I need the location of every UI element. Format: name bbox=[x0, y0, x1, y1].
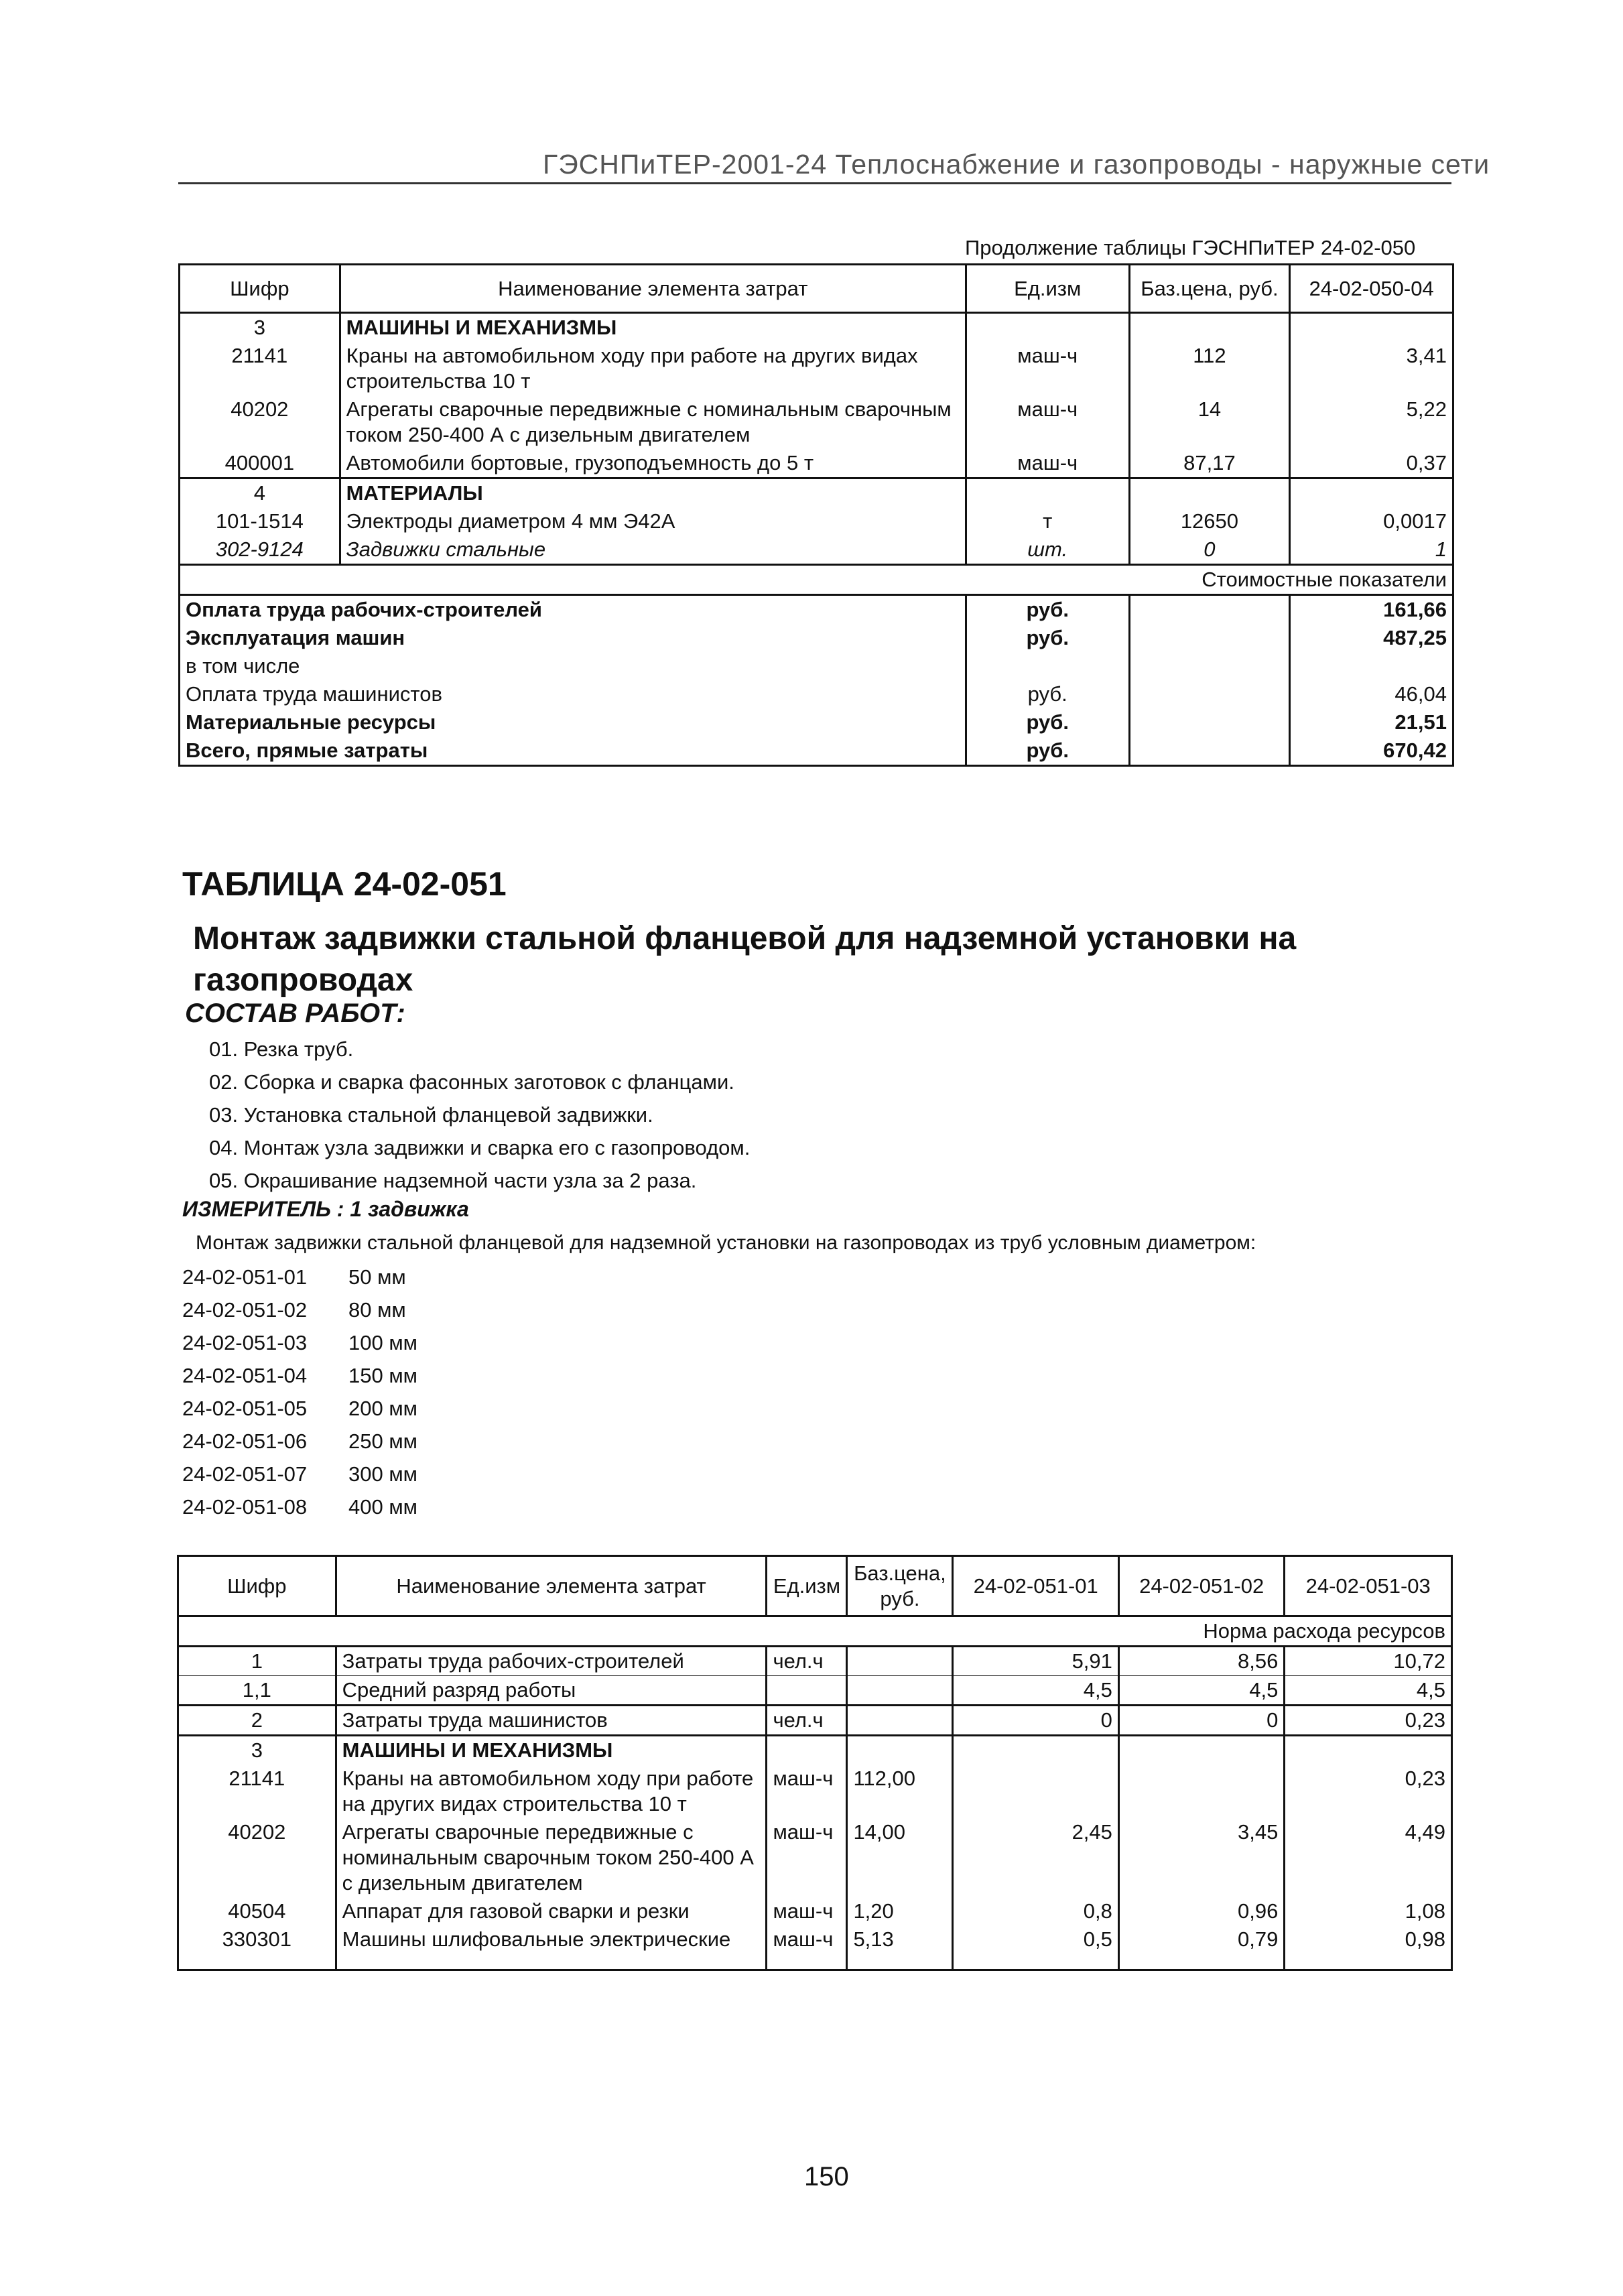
work-composition-label: СОСТАВ РАБОТ: bbox=[185, 999, 405, 1028]
row-value: 5,91 bbox=[953, 1647, 1118, 1676]
row-code: 400001 bbox=[180, 449, 340, 479]
table-row bbox=[180, 449, 1453, 479]
row-price: 112,00 bbox=[847, 1765, 953, 1818]
variant-diameter: 400 мм bbox=[348, 1495, 417, 1519]
row-name: Агрегаты сварочные передвижные с номинальным сварочным током 250-400 А с дизельным двигателем bbox=[340, 395, 966, 449]
column-header: Шифр bbox=[180, 265, 340, 313]
row-code: 40504 bbox=[178, 1897, 336, 1925]
row-price: 87,17 bbox=[1129, 449, 1290, 479]
row-code: 1,1 bbox=[178, 1676, 336, 1706]
table-row bbox=[178, 1706, 1452, 1736]
cost-value: 487,25 bbox=[1383, 626, 1447, 649]
column-header: 24-02-051-01 bbox=[953, 1556, 1118, 1616]
cost-unit: руб. bbox=[966, 708, 1129, 737]
table-row bbox=[180, 535, 1453, 565]
row-value: 2,45 bbox=[953, 1818, 1118, 1897]
norm-caption-row bbox=[178, 1616, 1452, 1647]
variant-diameter: 300 мм bbox=[348, 1462, 417, 1486]
row-code: 21141 bbox=[180, 342, 340, 395]
cost-caption: Стоимостные показатели bbox=[180, 565, 1453, 595]
variant-code: 24-02-051-03 bbox=[182, 1331, 308, 1354]
row-price: 0 bbox=[1129, 535, 1290, 565]
row-name: Автомобили бортовые, грузоподъемность до 5 т bbox=[340, 449, 966, 479]
row-value: 0,23 bbox=[1405, 1767, 1445, 1790]
cost-name: Оплата труда рабочих-строителей bbox=[180, 595, 966, 625]
table-row bbox=[180, 507, 1453, 535]
table-row bbox=[178, 1818, 1452, 1897]
table-continuation-caption: Продолжение таблицы ГЭСНПиТЕР 24-02-050 bbox=[965, 236, 1416, 259]
row-unit: маш-ч bbox=[767, 1818, 847, 1897]
row-name: Средний разряд работы bbox=[336, 1676, 767, 1706]
table-row bbox=[180, 395, 1453, 449]
work-item: 03. Установка стальной фланцевой задвижки. bbox=[209, 1103, 653, 1127]
column-header: Баз.цена, руб. bbox=[1129, 265, 1290, 313]
cost-unit: руб. bbox=[966, 737, 1129, 766]
row-code: 330301 bbox=[178, 1925, 336, 1970]
variant-code: 24-02-051-06 bbox=[182, 1429, 308, 1453]
row-name: Задвижки стальные bbox=[340, 535, 966, 565]
column-header: Баз.цена, руб. bbox=[847, 1556, 953, 1616]
variant-code: 24-02-051-08 bbox=[182, 1495, 308, 1519]
row-name: Затраты труда рабочих-строителей bbox=[336, 1647, 767, 1676]
row-value: 1,08 bbox=[1405, 1899, 1445, 1923]
variant-code: 24-02-051-05 bbox=[182, 1397, 308, 1420]
section-row bbox=[178, 1736, 1452, 1765]
row-value: 5,22 bbox=[1406, 397, 1447, 421]
resource-table-24-02-051 bbox=[177, 1555, 1453, 1971]
table-row bbox=[178, 1765, 1452, 1818]
row-unit: чел.ч bbox=[767, 1706, 847, 1736]
measure-unit-label: ИЗМЕРИТЕЛЬ : 1 задвижка bbox=[182, 1197, 469, 1221]
row-price: 14 bbox=[1129, 395, 1290, 449]
work-item: 01. Резка труб. bbox=[209, 1037, 354, 1061]
table-title: ТАБЛИЦА 24-02-051 bbox=[182, 865, 507, 903]
cost-name: в том числе bbox=[180, 652, 966, 680]
section-heading: Монтаж задвижки стальной фланцевой для надземной установки на газопроводах bbox=[193, 921, 1297, 998]
row-value: 10,72 bbox=[1285, 1647, 1452, 1676]
column-header: Шифр bbox=[178, 1556, 336, 1616]
row-code: 1 bbox=[178, 1647, 336, 1676]
column-header: Ед.изм bbox=[767, 1556, 847, 1616]
variant-diameter: 50 мм bbox=[348, 1265, 406, 1289]
variant-code: 24-02-051-01 bbox=[182, 1265, 308, 1289]
row-price: 1,20 bbox=[847, 1897, 953, 1925]
cost-value: 46,04 bbox=[1394, 682, 1447, 706]
cost-name: Материальные ресурсы bbox=[180, 708, 966, 737]
norm-caption: Норма расхода ресурсов bbox=[178, 1616, 1452, 1647]
cost-unit: руб. bbox=[966, 595, 1129, 625]
work-item: 04. Монтаж узла задвижки и сварка его с газопроводом. bbox=[209, 1136, 751, 1159]
page-number: 150 bbox=[804, 2162, 849, 2191]
row-unit: маш-ч bbox=[767, 1925, 847, 1970]
row-price: 14,00 bbox=[847, 1818, 953, 1897]
table-row bbox=[178, 1925, 1452, 1970]
row-code: 40202 bbox=[180, 395, 340, 449]
cost-row bbox=[180, 595, 1453, 625]
row-code: 21141 bbox=[178, 1765, 336, 1818]
section-title: МАТЕРИАЛЫ bbox=[340, 479, 966, 508]
row-code: 101-1514 bbox=[180, 507, 340, 535]
table-row bbox=[178, 1897, 1452, 1925]
row-value: 0,5 bbox=[953, 1925, 1118, 1970]
row-price: 12650 bbox=[1129, 507, 1290, 535]
cost-caption-row bbox=[180, 565, 1453, 595]
row-unit: маш-ч bbox=[966, 395, 1129, 449]
row-name: Краны на автомобильном ходу при работе на других видах строительства 10 т bbox=[336, 1765, 767, 1818]
section-code: 3 bbox=[180, 313, 340, 342]
cost-unit: руб. bbox=[966, 680, 1129, 708]
row-name: Электроды диаметром 4 мм Э42А bbox=[340, 507, 966, 535]
section-row bbox=[180, 479, 1453, 508]
table-row bbox=[178, 1676, 1452, 1706]
row-unit: маш-ч bbox=[767, 1897, 847, 1925]
row-value: 0,8 bbox=[953, 1897, 1118, 1925]
cost-value: 161,66 bbox=[1383, 598, 1447, 621]
row-price: 5,13 bbox=[847, 1925, 953, 1970]
cost-value: 670,42 bbox=[1383, 739, 1447, 762]
section-code: 4 bbox=[180, 479, 340, 508]
column-header: 24-02-051-02 bbox=[1118, 1556, 1284, 1616]
variant-diameter: 100 мм bbox=[348, 1331, 417, 1354]
row-code: 2 bbox=[178, 1706, 336, 1736]
cost-unit: руб. bbox=[966, 624, 1129, 652]
row-value: 0,98 bbox=[1405, 1927, 1445, 1951]
row-unit: маш-ч bbox=[767, 1765, 847, 1818]
variant-code: 24-02-051-02 bbox=[182, 1298, 308, 1322]
table-header-row bbox=[180, 265, 1453, 313]
table-row bbox=[178, 1647, 1452, 1676]
cost-value: 21,51 bbox=[1394, 710, 1447, 734]
measure-intro: Монтаж задвижки стальной фланцевой для надземной установки на газопроводах из труб условным диаметром: bbox=[196, 1232, 1256, 1254]
variant-diameter: 80 мм bbox=[348, 1298, 406, 1322]
variant-diameter: 150 мм bbox=[348, 1364, 417, 1387]
work-item: 02. Сборка и сварка фасонных заготовок с фланцами. bbox=[209, 1070, 734, 1094]
row-name: Машины шлифовальные электрические bbox=[336, 1925, 767, 1970]
column-header: Наименование элемента затрат bbox=[336, 1556, 767, 1616]
column-header: Наименование элемента затрат bbox=[340, 265, 966, 313]
work-item: 05. Окрашивание надземной части узла за 2 раза. bbox=[209, 1169, 697, 1192]
section-title: МАШИНЫ И МЕХАНИЗМЫ bbox=[336, 1736, 767, 1765]
row-value: 4,5 bbox=[1285, 1676, 1452, 1706]
row-value: 3,41 bbox=[1406, 344, 1447, 367]
variant-diameter: 200 мм bbox=[348, 1397, 417, 1420]
table-header-row bbox=[178, 1556, 1452, 1616]
cost-row bbox=[180, 624, 1453, 652]
column-header: 24-02-051-03 bbox=[1285, 1556, 1452, 1616]
row-name: Агрегаты сварочные передвижные с номинальным сварочным током 250-400 А с дизельным двигателем bbox=[336, 1818, 767, 1897]
variant-code: 24-02-051-04 bbox=[182, 1364, 308, 1387]
row-value: 0,0017 bbox=[1383, 509, 1447, 533]
table-row bbox=[180, 342, 1453, 395]
row-code: 302-9124 bbox=[180, 535, 340, 565]
row-unit: маш-ч bbox=[966, 342, 1129, 395]
row-unit: т bbox=[966, 507, 1129, 535]
resource-table-24-02-050 bbox=[178, 263, 1454, 767]
row-value: 0,37 bbox=[1290, 449, 1453, 479]
variant-code: 24-02-051-07 bbox=[182, 1462, 308, 1486]
cost-row bbox=[180, 680, 1453, 708]
cost-row bbox=[180, 737, 1453, 766]
row-value: 1 bbox=[1290, 535, 1453, 565]
column-header: Ед.изм bbox=[966, 265, 1129, 313]
row-value: 4,5 bbox=[1118, 1676, 1284, 1706]
running-header: ГЭСНПиТЕР-2001-24 Теплоснабжение и газопроводы - наружные сети bbox=[543, 149, 1490, 180]
row-code: 40202 bbox=[178, 1818, 336, 1897]
row-value: 0,23 bbox=[1285, 1706, 1452, 1736]
cost-name: Оплата труда машинистов bbox=[180, 680, 966, 708]
row-value: 4,5 bbox=[953, 1676, 1118, 1706]
row-value: 0,79 bbox=[1118, 1925, 1284, 1970]
row-unit: шт. bbox=[966, 535, 1129, 565]
row-value: 0 bbox=[1118, 1706, 1284, 1736]
cost-row bbox=[180, 708, 1453, 737]
cost-name: Эксплуатация машин bbox=[180, 624, 966, 652]
row-unit: чел.ч bbox=[767, 1647, 847, 1676]
row-value: 0,96 bbox=[1118, 1897, 1284, 1925]
row-name: Аппарат для газовой сварки и резки bbox=[336, 1897, 767, 1925]
row-price: 112 bbox=[1129, 342, 1290, 395]
header-rule bbox=[178, 182, 1451, 184]
cost-row bbox=[180, 652, 1453, 680]
row-name: Краны на автомобильном ходу при работе на других видах строительства 10 т bbox=[340, 342, 966, 395]
row-unit: маш-ч bbox=[966, 449, 1129, 479]
row-value: 4,49 bbox=[1405, 1820, 1445, 1844]
section-code: 3 bbox=[178, 1736, 336, 1765]
row-value: 8,56 bbox=[1118, 1647, 1284, 1676]
section-row bbox=[180, 313, 1453, 342]
row-value: 0 bbox=[953, 1706, 1118, 1736]
variant-diameter: 250 мм bbox=[348, 1429, 417, 1453]
row-name: Затраты труда машинистов bbox=[336, 1706, 767, 1736]
cost-name: Всего, прямые затраты bbox=[180, 737, 966, 766]
row-value: 3,45 bbox=[1118, 1818, 1284, 1897]
column-header: 24-02-050-04 bbox=[1290, 265, 1453, 313]
section-title: МАШИНЫ И МЕХАНИЗМЫ bbox=[340, 313, 966, 342]
